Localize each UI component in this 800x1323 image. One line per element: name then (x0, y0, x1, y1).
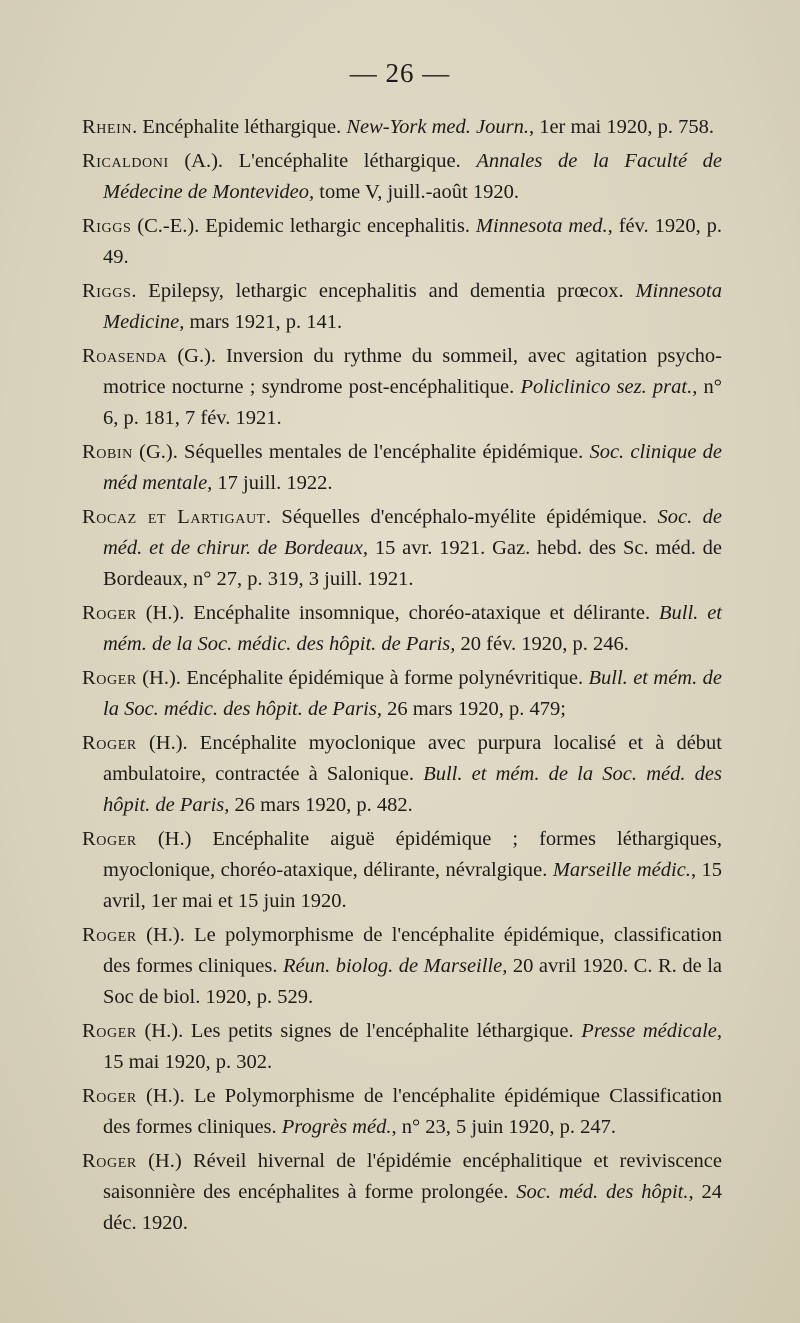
entry-details: , 15 avril, 1er mai et 15 juin 1920. (103, 859, 723, 912)
entry-text: (G.). Inversion du rythme du sommeil, avec agitation psycho-motrice nocturne ; syndrome post-encéphalitique. (103, 345, 722, 398)
entry-journal: Soc. clinique de méd mentale, (103, 441, 722, 494)
bibliography-entry (82, 824, 722, 917)
entry-author: Roasenda (82, 345, 168, 367)
entry-details: 15 avr. 1921. Gaz. hebd. des Sc. méd. de Bordeaux, n° 27, p. 319, 3 juill. 1921. (103, 537, 722, 590)
entry-journal: Progrès méd. (281, 1116, 392, 1138)
entry-details: 26 mars 1920, p. 482. (229, 794, 413, 816)
entry-details: tome V, juill.-août 1920. (314, 181, 519, 203)
entry-text: . Encéphalite léthargique. (132, 116, 347, 138)
entry-author: Roger (82, 828, 137, 850)
entry-details: 20 fév. 1920, p. 246. (455, 633, 629, 655)
entry-journal: Soc. méd. des hôpit. (516, 1181, 689, 1203)
entry-journal: Soc. de méd. et de chirur. de Bordeaux, (103, 506, 722, 559)
bibliography-entry (82, 728, 722, 821)
entry-text: . Epilepsy, lethargic encephalitis and dementia prœcox. (131, 280, 636, 302)
bibliography-entry (82, 146, 722, 208)
entry-text: (H.) Encéphalite aiguë épidémique ; formes léthargiques, myoclonique, choréo-ataxique, délirante, névralgique. (103, 828, 722, 881)
entry-journal: Bull. et mém. de la Soc. méd. des hôpit. de Paris, (103, 763, 722, 816)
entry-author: Rhein (82, 116, 133, 138)
entry-author: Roger (82, 1085, 137, 1107)
bibliography-list (82, 112, 722, 1242)
bibliography-entry (82, 1016, 722, 1078)
entry-text: (A.). L'encéphalite léthargique. (168, 150, 477, 172)
entry-journal: Réun. biolog. de Marseille, (282, 955, 508, 977)
bibliography-entry (82, 341, 722, 434)
entry-details: , n° 23, 5 juin 1920, p. 247. (391, 1116, 617, 1138)
entry-journal: New-York med. Journ. (346, 116, 529, 138)
entry-journal: Bull. et mém. de la Soc. médic. des hôpit. de Paris, (103, 602, 722, 655)
entry-text: (H.). Encéphalite insomnique, choréo-ataxique et délirante. (136, 602, 660, 624)
entry-journal: Minnesota Medicine, (103, 280, 722, 333)
entry-text: (H.). Le Polymorphisme de l'encéphalite épidémique Classification des formes cliniques. (103, 1085, 722, 1138)
entry-details: , 24 déc. 1920. (103, 1181, 723, 1234)
entry-details: mars 1921, p. 141. (184, 311, 343, 333)
entry-text: (H.). Encéphalite épidémique à forme polynévritique. (136, 667, 589, 689)
bibliography-entry (82, 1081, 722, 1143)
entry-journal: Bull. et mém. de la Soc. médic. des hôpit. de Paris, (103, 667, 722, 720)
entry-author: Roger (82, 732, 137, 754)
entry-text: (H.). Encéphalite myoclonique avec purpura localisé et à début ambulatoire, contractée à Salonique. (103, 732, 722, 785)
entry-author: Roger (82, 924, 137, 946)
entry-text: (C.-E.). Epidemic lethargic encephalitis. (131, 215, 476, 237)
entry-journal: Policlinico sez. prat. (520, 376, 693, 398)
entry-author: Roger (82, 1150, 137, 1172)
bibliography-entry (82, 920, 722, 1013)
page-number: — 26 — (349, 58, 451, 88)
entry-author: Riggs (82, 280, 132, 302)
entry-text: . Séquelles d'encéphalo-myélite épidémique. (265, 506, 658, 528)
entry-journal: Presse médicale, (581, 1020, 722, 1042)
entry-details: 26 mars 1920, p. 479; (381, 698, 566, 720)
bibliography-entry (82, 598, 722, 660)
bibliography-entry (82, 437, 722, 499)
entry-details: , n° 6, p. 181, 7 fév. 1921. (103, 376, 722, 429)
entry-author: Ricaldoni (82, 150, 169, 172)
entry-author: Rocaz et Lartigaut (82, 506, 266, 528)
entry-author: Riggs (82, 215, 132, 237)
bibliography-entry (82, 663, 722, 725)
entry-author: Roger (82, 667, 137, 689)
entry-details: 15 mai 1920, p. 302. (103, 1051, 273, 1073)
entry-details: 20 avril 1920. C. R. de la Soc de biol. 1920, p. 529. (103, 955, 723, 1008)
entry-details: , 1er mai 1920, p. 758. (528, 116, 714, 138)
entry-text: (H.) Réveil hivernal de l'épidémie encéphalitique et reviviscence saisonnière des encéphalites à forme prolongée. (103, 1150, 722, 1203)
bibliography-entry (82, 502, 722, 595)
bibliography-entry (82, 211, 722, 273)
entry-text: (H.). Le polymorphisme de l'encéphalite épidémique, classification des formes cliniques. (103, 924, 722, 977)
bibliography-entry (82, 276, 722, 338)
bibliography-entry (82, 112, 722, 143)
entry-author: Roger (82, 1020, 137, 1042)
entry-details: 17 juill. 1922. (212, 472, 333, 494)
entry-text: (H.). Les petits signes de l'encéphalite léthargique. (136, 1020, 582, 1042)
entry-journal: Minnesota med. (475, 215, 608, 237)
entry-text: (G.). Séquelles mentales de l'encéphalite épidémique. (132, 441, 590, 463)
entry-author: Roger (82, 602, 137, 624)
entry-author: Robin (82, 441, 133, 463)
entry-journal: Marseille médic. (552, 859, 691, 881)
entry-journal: Annales de la Faculté de Médecine de Montevideo, (103, 150, 722, 203)
bibliography-entry (82, 1146, 722, 1239)
entry-details: , fév. 1920, p. 49. (103, 215, 722, 268)
